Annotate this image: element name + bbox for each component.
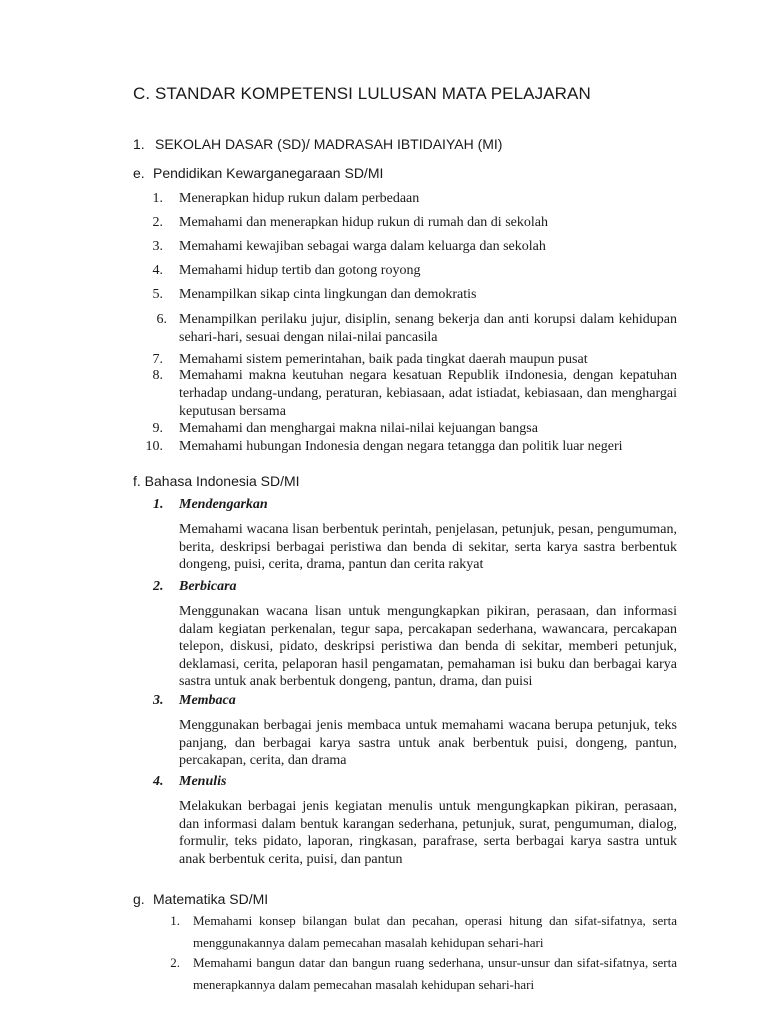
item-number: 1. [153, 497, 164, 512]
subsection-letter: e. [133, 165, 145, 181]
item-text: Memahami sistem pemerintahan, baik pada tingkat daerah maupun pusat [179, 352, 588, 367]
item-number: 2. [153, 579, 164, 594]
item-number: 10. [145, 439, 163, 454]
subsection-heading-mtk [133, 891, 268, 907]
subsection-heading-bindo: f. Bahasa Indonesia SD/MI [133, 473, 300, 489]
item-title: Membaca [179, 693, 236, 708]
item-number: 1. [152, 191, 163, 206]
subsection-letter: g. [133, 891, 145, 907]
item-text: Menampilkan perilaku jujur, disiplin, senang bekerja dan anti korupsi dalam kehidupan sehari-hari, sesuai dengan nilai-nilai pancasila [179, 312, 677, 345]
item-text: Menerapkan hidup rukun dalam perbedaan [179, 191, 420, 206]
item-text: Memahami konsep bilangan bulat dan pecahan, operasi hitung dan sifat-sifatnya, serta menggunakannya dalam pemecahan masalah kehidupan sehari-hari [193, 913, 677, 950]
item-number: 4. [152, 263, 163, 278]
item-text: Memahami dan menerapkan hidup rukun di rumah dan di sekolah [179, 215, 548, 230]
item-number: 1. [170, 913, 180, 928]
item-text: Memahami hidup tertib dan gotong royong [179, 263, 421, 278]
bindo-item-text: Memahami wacana lisan berbentuk perintah, penjelasan, petunjuk, pesan, pengumuman, berita, deskripsi berbagai peristiwa dan benda di sekitar, serta karya sastra berbentuk dongeng, puisi, cerita, drama, pantun dan cerita rakyat [179, 522, 677, 572]
item-text: Memahami makna keutuhan negara kesatuan Republik iIndonesia, dengan kepatuhan terhadap undang-undang, peraturan, kebiasaan, adat istiadat, kebiasaan, dan menghargai keputusan bersama [179, 368, 677, 419]
item-text: Menampilkan sikap cinta lingkungan dan demokratis [179, 287, 477, 302]
item-number: 7. [152, 352, 163, 367]
item-number: 9. [152, 421, 163, 436]
page-title: C. STANDAR KOMPETENSI LULUSAN MATA PELAJARAN [133, 84, 591, 103]
item-text: Memahami bangun datar dan bangun ruang sederhana, unsur-unsur dan sifat-sifatnya, serta menerapkannya dalam pemecahan masalah kehidupan sehari-hari [193, 955, 677, 992]
item-text: Memahami kewajiban sebagai warga dalam keluarga dan sekolah [179, 239, 546, 254]
subsection-title: Matematika SD/MI [153, 891, 269, 907]
section-number: 1. [133, 136, 145, 152]
item-number: 3. [153, 693, 164, 708]
item-title: Mendengarkan [179, 497, 268, 512]
item-number: 2. [170, 955, 180, 970]
section-heading [133, 136, 502, 152]
item-title: Menulis [179, 774, 227, 789]
item-text: Memahami dan menghargai makna nilai-nilai kejuangan bangsa [179, 421, 538, 436]
section-label: SEKOLAH DASAR (SD)/ MADRASAH IBTIDAIYAH (MI) [155, 136, 503, 152]
bindo-item-text: Menggunakan wacana lisan untuk mengungkapkan pikiran, perasaan, dan informasi dalam kegiatan perkenalan, tegur sapa, percakapan sederhana, wawancara, percakapan telepon, diskusi, pidato, deskripsi peristiwa dan benda di sekitar, memberi petunjuk, deklamasi, cerita, pelaporan hasil pengamatan, pemahaman isi buku dan berbagai karya sastra untuk anak berbentuk dongeng, pantun, drama, dan puisi [179, 604, 677, 689]
item-number: 5. [152, 287, 163, 302]
item-text: Memahami hubungan Indonesia dengan negara tetangga dan politik luar negeri [179, 439, 623, 454]
item-title: Berbicara [179, 579, 237, 594]
item-number: 8. [152, 368, 163, 383]
subsection-heading-pkn [133, 165, 383, 181]
bindo-item-text: Melakukan berbagai jenis kegiatan menulis untuk mengungkapkan pikiran, perasaan, dan informasi dalam bentuk karangan sederhana, petunjuk, surat, pengumuman, dialog, formulir, teks pidato, laporan, ringkasan, parafrase, serta berbagai karya sastra untuk anak berbentuk cerita, puisi, dan pantun [179, 799, 677, 867]
item-number: 4. [153, 774, 164, 789]
subsection-title: Pendidikan Kewarganegaraan SD/MI [153, 165, 384, 181]
item-number: 2. [152, 215, 163, 230]
bindo-item-text: Menggunakan berbagai jenis membaca untuk memahami wacana berupa petunjuk, teks panjang, dan berbagai karya sastra untuk anak berbentuk puisi, dongeng, pantun, percakapan, cerita, dan drama [179, 718, 677, 768]
item-number: 6. [156, 312, 167, 327]
item-number: 3. [152, 239, 163, 254]
